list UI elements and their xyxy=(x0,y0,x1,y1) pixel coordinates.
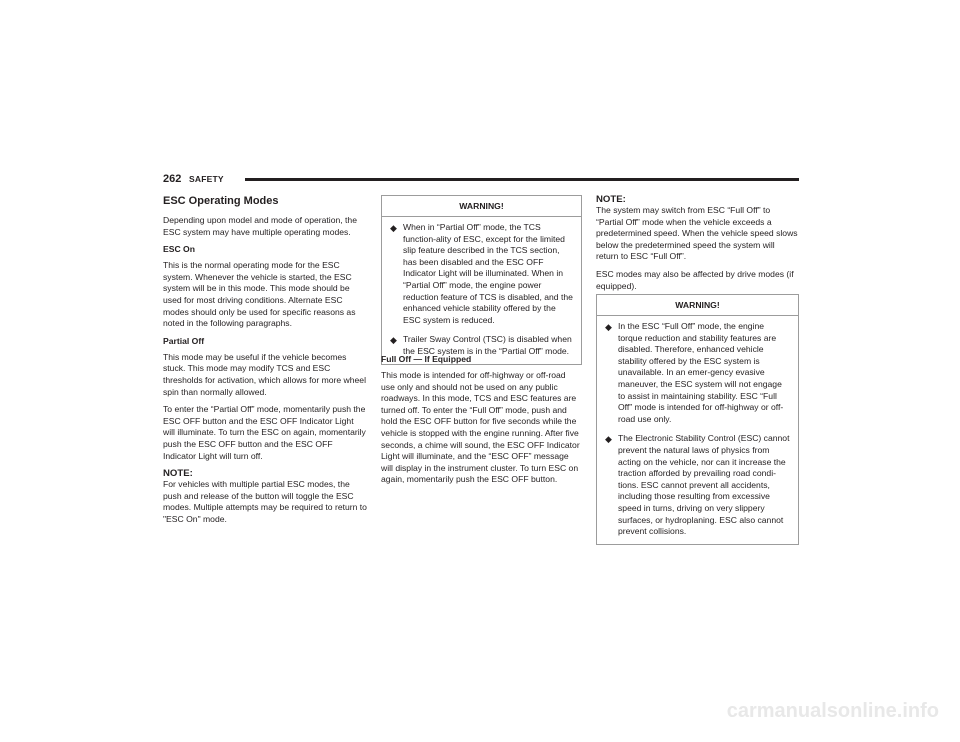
note-paragraph: The system may switch from ESC “Full Off” to “Partial Off” mode when the vehicle exceeds a predetermined speed. When the vehicle speed slows below the predetermined speed the system will return to ESC “Full Off”. xyxy=(596,205,798,262)
warning-text: Trailer Sway Control (TSC) is disabled when the ESC system is in the “Partial Off” mode. xyxy=(403,334,572,356)
diamond-bullet-icon: ◆ xyxy=(605,322,612,332)
warning-title: WARNING! xyxy=(597,295,798,316)
note-label: NOTE: xyxy=(596,194,626,205)
esc-on-paragraph: This is the normal operating mode for the ESC system. Whenever the vehicle is started, the ESC system will be in this mode. This mode should be used for most driving conditions. Alternate ESC modes should only be used for specific reasons as noted in the following paragraphs. xyxy=(163,260,356,329)
warning-text: In the ESC “Full Off” mode, the engine torque reduction and stability features are disabled. Therefore, enhanced vehicle stability offered by the ESC system is unavailable. In an emer-gency evasive maneuver, the ESC system will not engage to assist in maintaining stability. ESC “Full Off” mode is intended for off-highway or off-road use only. xyxy=(618,321,784,424)
partial-off-heading: Partial Off xyxy=(163,335,205,346)
partial-off-paragraph: This mode may be useful if the vehicle becomes stuck. This mode may modify TCS and ESC thresholds for activation, which allows for more wheel spin than normally allowed. xyxy=(163,351,366,397)
section-title: SAFETY xyxy=(189,174,224,184)
esc-on-heading: ESC On xyxy=(163,244,195,255)
diamond-bullet-icon: ◆ xyxy=(390,335,397,346)
warning-list xyxy=(597,316,798,544)
column-middle xyxy=(381,354,581,492)
intro-paragraph: Depending upon model and mode of operation, the ESC system may have multiple operating modes. xyxy=(163,215,357,237)
warning-item xyxy=(605,433,790,537)
diamond-bullet-icon: ◆ xyxy=(390,223,397,233)
page-number: 262 xyxy=(163,173,182,185)
note-label: NOTE: xyxy=(163,468,193,480)
partial-off-instructions: To enter the “Partial Off” mode, momentarily push the ESC OFF button and the ESC OFF Indicator Light will illuminate. To turn the ESC on again, momentarily push the ESC OFF button and the ESC OFF Indicator Light will turn off. xyxy=(163,404,366,461)
warning-item xyxy=(390,222,573,326)
column-right xyxy=(596,194,798,298)
diamond-bullet-icon: ◆ xyxy=(605,434,612,445)
watermark: carmanualsonline.info xyxy=(726,700,939,722)
warning-title: WARNING! xyxy=(382,196,581,217)
warning-text: The Electronic Stability Control (ESC) cannot prevent the natural laws of physics from acting on the vehicle, nor can it increase the traction afforded by prevailing road condi-tions. ESC cannot prevent all accidents, including those resulting from excessive speed in turns, driving on very slippery surfaces, or hydroplaning. ESC also cannot prevent collisions. xyxy=(618,433,790,537)
warning-box-partial-off xyxy=(381,195,582,365)
section-heading: ESC Operating Modes xyxy=(163,195,279,207)
page-header xyxy=(163,172,799,186)
drive-modes-paragraph: ESC modes may also be affected by drive modes (if equipped). xyxy=(596,268,794,291)
column-left xyxy=(163,194,367,531)
warning-text: When in “Partial Off” mode, the TCS function-ality of ESC, except for the limited slip feature described in the TCS section, has been disabled and the ESC OFF Indicator Light will be illuminated. When in “Partial Off” mode, the engine power reduction feature of TCS is disabled, and the enhanced vehicle stability offered by the ESC system is reduced. xyxy=(403,222,573,325)
warning-item xyxy=(605,321,790,425)
full-off-paragraph: This mode is intended for off-highway or off-road use only and should not be used on any public roadways. In this mode, TCS and ESC features are turned off. To enter the “Full Off” mode, push and hold the ESC OFF button for five seconds while the vehicle is stopped with the engine running. After five seconds, a chime will sound, the ESC OFF Indicator Light will illuminate, and the “ESC OFF” message will display in the instrument cluster. To turn ESC on again, momentarily push the ESC OFF button. xyxy=(381,370,580,485)
note-paragraph: For vehicles with multiple partial ESC modes, the push and release of the button will toggle the ESC modes. Multiple attempts may be required to return to "ESC On" mode. xyxy=(163,479,367,524)
warning-box-full-off xyxy=(596,294,799,545)
full-off-heading: Full Off — If Equipped xyxy=(381,354,472,364)
header-rule xyxy=(245,178,799,181)
warning-list xyxy=(382,217,581,364)
